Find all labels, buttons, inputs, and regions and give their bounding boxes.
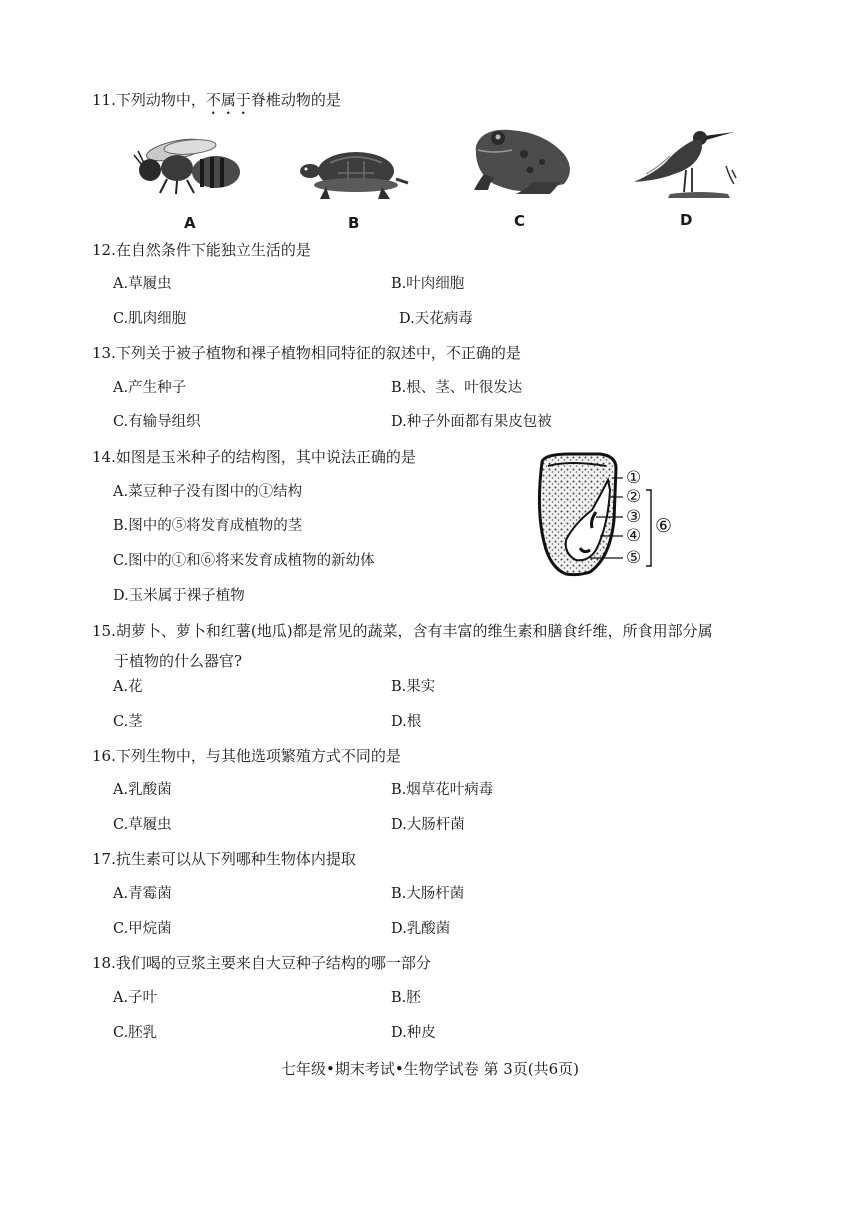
q18-option-b: B.胚 xyxy=(391,990,421,1006)
seed-label-5: ⑤ xyxy=(626,548,642,568)
frog-icon xyxy=(464,124,576,196)
question-13-stem: 13.下列关于被子植物和裸子植物相同特征的叙述中，不正确的是 xyxy=(92,344,521,362)
question-18-stem: 18.我们喝的豆浆主要来自大豆种子结构的哪一部分 xyxy=(92,954,431,972)
seed-label-2: ② xyxy=(626,487,642,507)
seed-label-4: ④ xyxy=(626,526,642,546)
q16-option-b: B.烟草花叶病毒 xyxy=(391,782,494,798)
q13-option-a: A.产生种子 xyxy=(113,380,187,396)
q16-option-d: D.大肠杆菌 xyxy=(391,817,465,833)
q15-line-2: 于植物的什么器官? xyxy=(114,652,243,670)
q18-option-c: C.胚乳 xyxy=(113,1025,158,1041)
q15-line-1: 15.胡萝卜、萝卜和红薯(地瓜)都是常见的蔬菜，含有丰富的维生素和膳食纤维，所食用部分属 xyxy=(92,622,713,640)
page-footer: 七年级•期末考试•生物学试卷 第 3页(共6页) xyxy=(280,1060,580,1078)
q12-option-a: A.草履虫 xyxy=(113,276,172,292)
q17-option-c: C.甲烷菌 xyxy=(113,921,172,937)
q13-option-b: B.根、茎、叶很发达 xyxy=(391,380,523,396)
q17-option-d: D.乳酸菌 xyxy=(391,921,451,937)
question-12-stem: 12.在自然条件下能独立生活的是 xyxy=(92,241,311,259)
q11-label-c: C xyxy=(514,212,526,230)
question-14-stem: 14.如图是玉米种子的结构图，其中说法正确的是 xyxy=(92,448,416,466)
turtle-icon xyxy=(298,147,410,202)
q15-option-a: A.花 xyxy=(113,679,143,695)
q14-option-a: A.菜豆种子没有图中的①结构 xyxy=(113,484,303,500)
question-11-stem xyxy=(92,90,341,118)
q17-option-b: B.大肠杆菌 xyxy=(391,886,465,902)
q17-option-a: A.青霉菌 xyxy=(113,886,172,902)
q16-option-c: C.草履虫 xyxy=(113,817,172,833)
question-16-stem: 16.下列生物中，与其他选项繁殖方式不同的是 xyxy=(92,747,401,765)
seed-label-3: ③ xyxy=(626,507,642,527)
q12-option-b: B.叶肉细胞 xyxy=(391,276,465,292)
q14-option-d: D.玉米属于裸子植物 xyxy=(113,588,245,604)
q13-option-d: D.种子外面都有果皮包被 xyxy=(391,414,552,430)
q11-label-a: A xyxy=(184,214,196,232)
q15-option-d: D.根 xyxy=(391,714,422,730)
q15-option-c: C.茎 xyxy=(113,714,143,730)
question-15-stem xyxy=(92,616,792,676)
bird-icon xyxy=(630,126,742,202)
q14-option-c: C.图中的①和⑥将来发育成植物的新幼体 xyxy=(113,553,375,569)
q11-label-b: B xyxy=(348,214,360,232)
q18-option-a: A.子叶 xyxy=(113,990,158,1006)
q11-prefix: 11.下列动物中， xyxy=(92,91,206,109)
corn-seed-diagram xyxy=(530,450,710,580)
q16-option-a: A.乳酸菌 xyxy=(113,782,172,798)
q12-option-d: D.天花病毒 xyxy=(399,311,473,327)
q12-option-c: C.肌肉细胞 xyxy=(113,311,187,327)
seed-label-6: ⑥ xyxy=(655,515,673,537)
q13-option-c: C.有输导组织 xyxy=(113,414,201,430)
q15-option-b: B.果实 xyxy=(391,679,436,695)
q11-emphasis: 不属于 xyxy=(205,91,251,109)
q11-label-d: D xyxy=(680,211,693,229)
seed-label-1: ① xyxy=(626,468,642,488)
q11-suffix: 脊椎动物的是 xyxy=(250,91,341,109)
bee-icon xyxy=(132,135,247,195)
q18-option-d: D.种皮 xyxy=(391,1025,436,1041)
question-17-stem: 17.抗生素可以从下列哪种生物体内提取 xyxy=(92,850,356,868)
q14-option-b: B.图中的⑤将发育成植物的茎 xyxy=(113,518,303,534)
